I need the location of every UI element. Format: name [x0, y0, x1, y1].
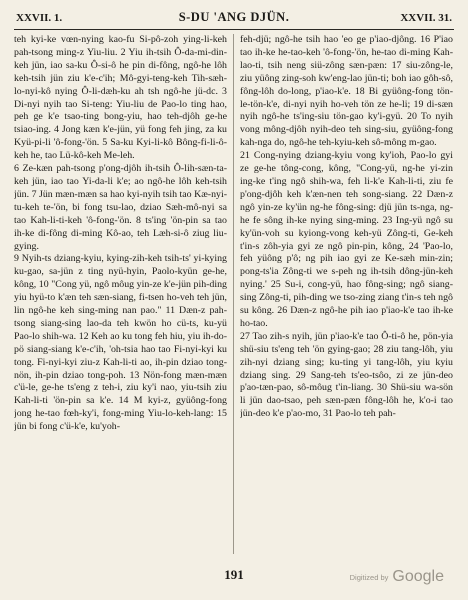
header-chapter-verse-right: XXVII. 31.	[400, 12, 452, 24]
header-chapter-verse-left: XXVII. 1.	[16, 12, 63, 24]
text-column-right: feh-djü; ngô-he tsih hao 'eo ge p'iao-djông. 16 P'iao tao ih-ke he-tao-keh 'ô-fong-'ön, he-tao di-ming Kah-lao-ti, tsih neng siü-zông sæn-pæn: 17 siu-zông-le, ziu yüông zing-soh kw'eng-lao jün-ti; boh iao gôh-sô, fông-lôh do-long, p'iao-k'e. 18 Bi gyüông-fong tön-le-tön-k'e, di-nyi nyih ho-veh tön ze he-li; 19 di-sæn nyih ngô-he ts'ing-siu tön-gao ky'i-gyü. 20 To nyih vong mông-djôh nyih-deo teh sing-siu, gyüông-fong kah-nga do, ngô-he teh-kyiu-keh sô-mông m-gao. 21 Cong-nying dziang-kyiu vong ky'ioh, Pao-lo gyi ze ge-he tông-cong, kông, "Cong-yü, ng-he yi-zin ing-ke t'ing ngô shih-wa, feh li-k'e Kah-li-ti, ziu fe p'ong-djôh keh k'æn-nen teh song-siang. 22 Dæn-z ngô yin-ze ky'ün ng-he fông-sing: djü jün ts-nga, ng-he fe sông ih-ke nying sing-ming. 23 Ing-yü ngô su ky'ün-voh su kyiong-vong keh-yü Zông-ti, Ge-keh t'in-s zôh-yia gyi ze ngô pin-pin, kông, 24 'Pao-lo, feh yüông p'ô; ng pih iao gyi ze Ke-sæh min-zin; pong-ts'ia Zông-ti we s-peh ng ih-tsih dông-jün-keh nying.' 25 Su-i, cong-yü, hao fông-sing; ngô siang-sing Zông-ti, pih-ding we tso-zing ziang t'in-s teh ngô su kông. 26 Dæn-z ngô-he pih iao p'iao-k'e tao ih-ke ho-tao. 27 Tao zih-s nyih, jün p'iao-k'e tao Ô-ti-ô he, pön-yia shü-siu ts'eng teh 'ön gying-gao; 28 ziu tang-lôh, yiu zih-nyi dziang sing; ku-ting yi tang-lôh, yiu kyiu dziang sing. 29 Sang-teh ts'eo-tsôo, zi ze jün-deo p'ao-tæn-pao, sô-môug t'in-liang. 30 Shü-siu wa-sön li jün dao-tsao, peh sæn-pæn fông-lôh he, k'o-i tao jün-deo k'e p'ao-mo, 31 Pao-lo teh pah-	[240, 34, 453, 420]
page-number: 191	[224, 567, 244, 582]
watermark-brand: Google	[392, 568, 444, 585]
header-title: S-DU 'ANG DJÜN.	[178, 10, 290, 24]
header-rule	[14, 29, 454, 30]
running-header	[14, 10, 454, 26]
digitization-watermark	[350, 568, 444, 586]
column-divider	[233, 34, 234, 554]
watermark-prefix: Digitized by	[349, 572, 389, 582]
page-footer	[14, 567, 454, 587]
book-page	[14, 10, 454, 590]
text-column-left: teh kyi-ke vœn-nying kao-fu Si-pô-zoh ying-li-keh pah-tsong ming-z Yiu-liu. 2 Yiu ih-tsih Ô-da-mi-din-keh jün, iao sa-ku Ô-si-ô he pin di-fông, ngô-he lôh keh-tsih jün ziu k'e-c'ih; Mô-gyi-teng-keh Tih-sæh-lo-nyi-kô nying Ô-li-dæh-ku ah tsh ngô-he jü-dc. 3 Di-nyi nyih tao Si-teng: Yiu-liu de Pao-lo ting hao, peh ge k'e tsao-ting bong-yiu, hao teh-djôh ge-he tsiao-ing. 4 Jong kæn k'e-jün, yü fong feh jing, za ku Kyü-pi-li 'ô-fong-'ön. 5 Sa-ku Kyi-li-kô Bông-fi-li-ô-keh he, tao Lü-kô-keh Me-leh. 6 Ze-kæn pah-tsong p'ong-djôh ih-tsih Ô-lih-sæn-ta-keh jün, iao tao Yi-da-li k'e; ao ngô-he lôh keh-tsih jün. 7 Jün mæn-mæn sa hao kyi-nyih tsih tao Kæ-nyi-tu-keh te-'ön, bi fong tsu-lao, dziao Sæh-mô-nyi sa tao Kah-li-ti-keh 'ô-fong-'ön. 8 ts'ing 'ön-pin sa tao ih-ke di-fông di-ming Kô-ao, teh Læh-si-ô ziug liu-gying. 9 Nyih-ts dziang-kyiu, kying-zih-keh tsih-ts' yi-kying ku-gao, sa-jün z ting nyü-hyin, Paolo-kyün ge-he, kông, 10 "Cong yü, ngô môug yin-ze k'e-jün pih-ding yiu hyü-to k'æn teh sæn-siang, fi-tsen ho-veh teh jün, lin ngô-he keh sing-ming nan pao." 11 Dæn-z pah-tsong siang-sing lao-da teh kwön ho cü-ts, ku-yü Pao-lo shih-wa. 12 Keh ao ku tong feh hiu, yiu ih-do-pö siang-siang k'e-c'ih, 'oh-tsia hao tao Fi-nyi-kyi ku tong. Fi-nyi-kyi ziu-z Kah-li-ti ao, ih-pin dziao tong-nön, ih-pin dziao tong-poh. 13 Nön-fong mæn-mæn c'ü-le, ge-he ts'eng z teh-i, ziu ky'i nao, yiu-tsih ziu Kah-li-ti 'ön-pin sa k'e. 14 M kyi-z, gyüông-fong jong he-tao fœh-ky'i, fong-ming Yiu-lo-keh-lang: 15 jün bi fong c'ü-k'e, ku'yoh-	[14, 34, 227, 433]
